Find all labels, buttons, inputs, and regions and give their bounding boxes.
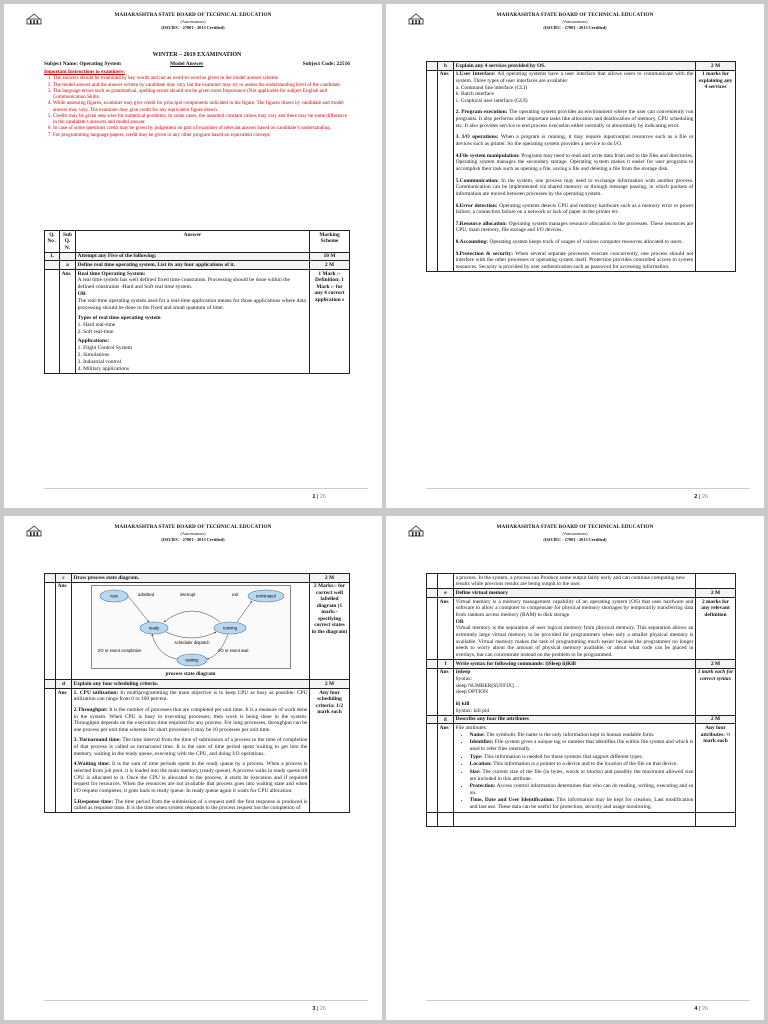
command-heading: ii) kill bbox=[455, 700, 470, 707]
list-item: • Identifier: File system gives a unique tag or number that identifies file within file system and which is used to refer files internally. bbox=[470, 739, 694, 752]
ans-label: Ans bbox=[56, 582, 72, 680]
edge-interrupt bbox=[164, 611, 220, 622]
answer-cell bbox=[72, 582, 310, 680]
answer-table bbox=[426, 61, 736, 272]
subquestion-id: d bbox=[56, 680, 72, 689]
answer-text: Programs may need to read and write data from and to the files and directories. Operating system manages the secondary storage. Operating system makes it easier for user programs to accomplish their task such as opening a file, saving a file and deleting a file from the storage disk. bbox=[455, 152, 694, 172]
list-item: • Name: The symbolic file name is the only information kept in human readable form. bbox=[470, 732, 694, 739]
subquestion-title: Write syntax for following commands: i)Sleep ii)Kill bbox=[454, 660, 696, 669]
answer-text: Operating system manages resource allocation to the processes. These resources are CPU, main memory, file storage and I/O devices. bbox=[455, 220, 694, 234]
instruction-item: 1. The answers should be examined by key words and not as word-to-word as given in the model answer scheme. bbox=[53, 75, 350, 81]
answer-text: It is the number of processes that are completed per unit time. It is a measure of work done in the system. When CPU is busy in executing processes, then work is being done in the system. Throughput depends on the execution time required for any process. For long processes, throughput can be one process per unit time whereas for short processes it may be 10 processes per unit time. bbox=[73, 706, 308, 733]
ans-label: Ans bbox=[438, 668, 454, 715]
board-name: MAHARASHTRA STATE BOARD OF TECHNICAL EDUCATION bbox=[496, 524, 654, 530]
answer-heading: 2.Throughput: bbox=[73, 706, 108, 713]
page-total: 26 bbox=[319, 1006, 326, 1012]
subject-name: Subject Name: Operating System bbox=[44, 61, 121, 67]
subquestion-title: Draw process state diagram. bbox=[72, 574, 310, 583]
model-answer-label: Model Answer bbox=[170, 61, 204, 67]
page-number: 2 bbox=[694, 494, 698, 500]
answer-text: The time period from the submission of a request until the first response is produced is called as response time. It is the time when system responds to the process request not the completion of bbox=[73, 798, 308, 812]
edge-io-completion bbox=[152, 634, 177, 659]
instruction-item: 4. While assessing figures, examiner may give credit for principal components indicated in the figure. The figures drawn by candidate and model answer may vary. The examiner may give credit for any equivalent figure drawn. bbox=[53, 100, 350, 112]
subquestion-id: e bbox=[438, 589, 454, 598]
board-name: MAHARASHTRA STATE BOARD OF TECHNICAL EDUCATION bbox=[114, 12, 272, 18]
page-footer: 3 | 26 bbox=[312, 1006, 326, 1012]
syntax-line: Syntax: bbox=[455, 676, 473, 682]
answer-heading: 3. I/O operations: bbox=[455, 134, 499, 141]
answer-continuation: a process. In the system, a process can Produce some output fairly early and can continue computing new results while previous results are being output to the user. bbox=[454, 574, 696, 589]
exam-title: WINTER – 2019 EXAMINATION bbox=[152, 52, 242, 58]
page-footer: 4 | 26 bbox=[694, 1006, 708, 1012]
answer-heading: 4.File system manipulation: bbox=[455, 152, 520, 159]
board-status: (Autonomous) bbox=[562, 19, 588, 24]
board-status: (Autonomous) bbox=[562, 531, 588, 536]
list-item: 1. Flight Control System bbox=[77, 345, 132, 352]
answer-text: Virtual memory is the separation of user logical memory from physical memory. This separation allows an extremely large virtual memory to be provided for programmers when only a smaller physical memory is available. Virtual memory makes the task of programming much easier because the programmer no longer needs to worry about the amount of physical memory available, or about what code can be placed in overlays, but can concentrate instead on the problem to be programmed. bbox=[455, 625, 694, 658]
state-terminated-label: terminated bbox=[255, 593, 276, 599]
col-header-marking: Marking Scheme bbox=[310, 231, 350, 253]
page-total: 26 bbox=[701, 494, 708, 500]
answer-heading: 5.Communication: bbox=[455, 177, 499, 184]
answer-text: When several separate processes execute concurrently, one process should not interfere with the other processes or operating system itself. Protection provides controlled access to system resources. Security is provided by user authentication such as password for accessing information. bbox=[455, 250, 694, 270]
edge-io-completion-label: I/O or event completion bbox=[97, 648, 141, 654]
answer-heading: 3. Turnaround time: bbox=[73, 737, 121, 744]
page-3 bbox=[4, 516, 382, 1020]
answer-heading: 4.Waiting time: bbox=[73, 761, 111, 768]
marking-scheme: 2 marks for any relevant definition bbox=[696, 598, 736, 660]
list-item: b. Batch interface bbox=[455, 91, 495, 98]
page-number: 4 bbox=[694, 1006, 698, 1012]
subquestion-id: b bbox=[438, 62, 454, 71]
subquestion-marks: 2 M bbox=[696, 62, 736, 71]
ans-label: Ans bbox=[438, 598, 454, 660]
list-item: a. Command line interface (CLI) bbox=[455, 84, 528, 91]
list-item: 1. Hard real-time bbox=[77, 321, 116, 328]
edge-dispatch bbox=[166, 632, 216, 638]
marking-scheme: 1 Mark :- Definition; 1 Mark :- for any 4 correct application s bbox=[310, 269, 350, 373]
list-item: 2. Soft real-time bbox=[77, 328, 114, 335]
answer-heading: Real time Operating System: bbox=[77, 270, 146, 277]
answer-heading: Types of real time operating system bbox=[77, 314, 161, 321]
or-label: OR bbox=[77, 291, 86, 298]
subquestion-marks: 2 M bbox=[310, 574, 350, 583]
answer-cell bbox=[454, 70, 696, 272]
answer-heading: 7.Resource allocation: bbox=[455, 220, 508, 227]
list-item: • Protection: Access control information determines that who can do reading, writing, executing and so on. bbox=[470, 783, 694, 796]
page-footer: 2 | 26 bbox=[694, 494, 708, 500]
page-header bbox=[4, 522, 382, 556]
edge-exit-label: exit bbox=[231, 592, 239, 598]
list-item: • Type: This information is needed for those systems that support different types. bbox=[470, 754, 694, 761]
question-marks: 10 M bbox=[310, 252, 350, 261]
answer-text: In multiprogramming the main objective is to keep CPU as busy as possible. CPU utilization can range from 0 to 100 percent. bbox=[73, 689, 308, 703]
edge-io-wait-label: I/O or event wait bbox=[217, 648, 248, 654]
col-header-answer: Answer bbox=[76, 231, 310, 253]
answer-text: Operating system keeps track of usages of various computer resources allocated to users. bbox=[488, 239, 683, 246]
command-heading: i)sleep bbox=[455, 669, 471, 676]
board-name: MAHARASHTRA STATE BOARD OF TECHNICAL EDUCATION bbox=[496, 12, 654, 18]
ans-label: Ans bbox=[438, 724, 454, 813]
edge-exit bbox=[237, 601, 252, 622]
answer-cell bbox=[76, 269, 310, 373]
board-certification: (ISO/IEC - 27001 - 2013 Certified) bbox=[543, 537, 607, 542]
subquestion-marks: 2 M bbox=[696, 660, 736, 669]
answer-heading: 1. CPU utilization: bbox=[73, 689, 119, 696]
edge-io-wait bbox=[207, 634, 228, 659]
answer-text: A real time system has well defined fixed time constraints. Processing should be done within the defined constraints -Hard and Soft real time system. bbox=[77, 277, 290, 291]
answer-heading: 6.Error detection: bbox=[455, 202, 498, 209]
list-item: 3. Industrial control bbox=[77, 359, 122, 366]
state-ready-label: ready bbox=[148, 625, 159, 631]
answer-text: The operating system provides an environment where the user can conveniently run programs. It also performs other important tasks like allocation and deallocation of memory, CPU scheduling etc. It also provides service to end process execution either normally or abnormally by indicating error. bbox=[455, 109, 694, 129]
answer-text: In the system, one process may need to exchange information with another process. Communication can be implemented via shared memory or through message passing, in which packets of information are moved between processes by the operating system. bbox=[455, 177, 694, 197]
answer-text: Operating systems detects CPU and memory hardware such as a memory error or power failure, a connection failure on a network or lack of paper in the printer etc. bbox=[455, 202, 694, 216]
subquestion-id: f bbox=[438, 660, 454, 669]
subquestion-marks: 2 M bbox=[310, 680, 350, 689]
list-item: • Time, Date and User Identification: This information may be kept for creation, Last modification and last use. These data can be useful for protection, security and usage monitoring. bbox=[470, 797, 694, 810]
answer-text: The time interval from the time of submission of a process to the time of completion of that process is called as turnaround time. It is the sum of time period spent waiting to get into the memory, waiting in the ready queue, executing with the CPU, and doing I/O operations. bbox=[73, 737, 308, 757]
state-running-label: running bbox=[222, 625, 237, 631]
question-number: 1. bbox=[45, 252, 60, 261]
instruction-item: 6. In case of some questions credit may be given by judgement on part of examiner of relevant answer based on candidate’s understanding. bbox=[53, 125, 350, 131]
ans-label: Ans bbox=[56, 689, 72, 813]
board-certification: (ISO/IEC - 27001 - 2013 Certified) bbox=[543, 25, 607, 30]
answer-cell bbox=[454, 598, 696, 660]
instruction-item: 3. The language errors such as grammatical, spelling errors should not be given more Importance (Not applicable for subject English and Communication Skills. bbox=[53, 88, 350, 100]
instruction-item: 5. Credits may be given step wise for numerical problems. In some cases, the assumed constant values may vary and there may be some difference in the candidate’s answers and model answer. bbox=[53, 113, 350, 125]
diagram-caption: process state diagram bbox=[165, 671, 216, 678]
answer-cell bbox=[72, 689, 310, 813]
marking-scheme: Any four scheduling criteria: 1/2 mark each bbox=[310, 689, 350, 813]
answer-heading: 1.User Interface: bbox=[455, 71, 496, 78]
page-total: 26 bbox=[319, 494, 326, 500]
marking-scheme: 2 Marks:- for correct well labelled diagram (1 mark:- specifying correct states in the diagram) bbox=[310, 582, 350, 680]
instructions-heading: Important Instructions to examiners: bbox=[44, 69, 126, 75]
page-4 bbox=[386, 516, 764, 1020]
answer-table bbox=[44, 573, 350, 813]
subquestion-id: a bbox=[60, 261, 76, 270]
answer-text: All operating systems have a user interface that allows users to communicate with the system. Three types of user interfaces are available: bbox=[455, 71, 694, 84]
syntax-line: sleep NUMBER[SUFFIX]… bbox=[455, 682, 520, 689]
subquestion-title: Define real time operating system. List its any four applications of it. bbox=[76, 261, 310, 270]
answer-heading: Applications: bbox=[77, 338, 110, 345]
subquestion-id: g bbox=[438, 715, 454, 724]
subquestion-marks: 2 M bbox=[310, 261, 350, 270]
answer-cell bbox=[454, 724, 696, 813]
subquestion-title: Define virtual memory bbox=[454, 589, 696, 598]
subject-code: Subject Code: 22516 bbox=[302, 61, 350, 67]
board-name: MAHARASHTRA STATE BOARD OF TECHNICAL EDUCATION bbox=[114, 524, 272, 530]
ans-label: Ans bbox=[60, 269, 76, 373]
subquestion-marks: 2 M bbox=[696, 589, 736, 598]
answer-text: When a program is running, it may require input/output resources such as a file or devices such as printer. So the operating system provides a service to do I/O. bbox=[455, 134, 694, 148]
answer-text: Virtual memory is a memory management capability of an operating system (OS) that uses hardware and software to allow a computer to compensate for physical memory shortages by temporarily transferring data from random access memory (RAM) to disk storage. bbox=[455, 598, 694, 619]
col-header-qno: Q. No . bbox=[45, 231, 60, 253]
subquestion-title: Explain any 4 services provided by OS. bbox=[454, 62, 696, 71]
instruction-item: 7. For programming language papers, credit may be given to any other program based on equivalent concept. bbox=[53, 132, 350, 138]
ans-label: Ans bbox=[438, 70, 454, 272]
syntax-line: Syntax: kill pid bbox=[455, 707, 490, 714]
state-new-label: new bbox=[109, 593, 118, 599]
page-number: 1 bbox=[312, 494, 316, 500]
page-2 bbox=[386, 4, 764, 508]
process-state-diagram bbox=[91, 585, 291, 669]
list-item: • Size: The current size of the file (in bytes, words or blocks) and possibly the maximum allowed size are included in this attribute. bbox=[470, 769, 694, 782]
page-header bbox=[386, 522, 764, 556]
page-header bbox=[4, 10, 382, 44]
marking-scheme: Any four attributes: ½ mark each bbox=[696, 724, 736, 813]
edge-admitted bbox=[128, 596, 149, 622]
page-number: 3 bbox=[312, 1006, 316, 1012]
page-1 bbox=[4, 4, 382, 508]
board-certification: (ISO/IEC - 27001 - 2013 Certified) bbox=[161, 25, 225, 30]
instruction-item: 2. The model answer and the answer written by candidate may vary but the examiner may try to assess the understanding level of the candidate. bbox=[53, 82, 350, 88]
answer-text: It is the sum of time periods spent in the ready queue by a process. When a process is selected from job pool, it is loaded into the main memory (ready queue). A process waits in ready queue till CPU is allocated to it. Once the CPU is allocated to the process, it starts its execution and if required request for resources. When the resources are not available that process goes into waiting state and when I/O request completes, it goes back to ready queue. In ready queue again it waits for CPU allocation. bbox=[73, 761, 308, 794]
page-total: 26 bbox=[701, 1006, 708, 1012]
instructions bbox=[44, 69, 350, 138]
subquestion-title: Explain any four scheduling criteria. bbox=[72, 680, 310, 689]
marking-scheme: 1 mark each for correct syntax bbox=[696, 668, 736, 715]
answer-heading: 8.Accounting: bbox=[455, 239, 489, 246]
col-header-subq: Sub Q. N. bbox=[60, 231, 76, 253]
list-item: 4. Military applications bbox=[77, 365, 130, 372]
list-item: • Location: This information is a pointer to a device and to the location of the file on that device. bbox=[470, 761, 694, 768]
board-status: (Autonomous) bbox=[180, 19, 206, 24]
edge-interrupt-label: interrupt bbox=[179, 592, 195, 598]
page-footer: 1 | 26 bbox=[312, 494, 326, 500]
edge-dispatch-label: scheduler dispatch bbox=[174, 640, 209, 646]
board-certification: (ISO/IEC - 27001 - 2013 Certified) bbox=[161, 537, 225, 542]
page-header bbox=[386, 10, 764, 44]
subquestion-marks: 2 M bbox=[696, 715, 736, 724]
syntax-line: sleep OPTION bbox=[455, 689, 489, 696]
state-waiting-label: waiting bbox=[184, 657, 199, 663]
or-label: OR bbox=[455, 618, 464, 625]
answer-text: The real-time operating system used for a real-time application means for those applications where data processing should be done in the fixed and small quantum of time. bbox=[77, 298, 306, 311]
edge-admitted-label: admitted bbox=[137, 592, 154, 598]
answer-heading: File attributes: bbox=[455, 725, 488, 732]
list-item: c. Graphical user interface (GUI) bbox=[455, 97, 528, 104]
answer-cell bbox=[454, 668, 696, 715]
board-status: (Autonomous) bbox=[180, 531, 206, 536]
answer-heading: 5.Response time: bbox=[73, 798, 114, 805]
answer-heading: 9.Protection & security: bbox=[455, 250, 514, 257]
subquestion-title: Describe any four file attributes bbox=[454, 715, 696, 724]
subquestion-id: c bbox=[56, 574, 72, 583]
answer-table bbox=[426, 573, 736, 827]
question-title: Attempt any Five of the following: bbox=[76, 252, 310, 261]
answer-table bbox=[44, 230, 350, 374]
answer-heading: 2. Program execution: bbox=[455, 109, 508, 116]
list-item: 2. Simulations bbox=[77, 352, 110, 359]
marking-scheme: 1 marks for explaining any 4 services bbox=[696, 70, 736, 272]
